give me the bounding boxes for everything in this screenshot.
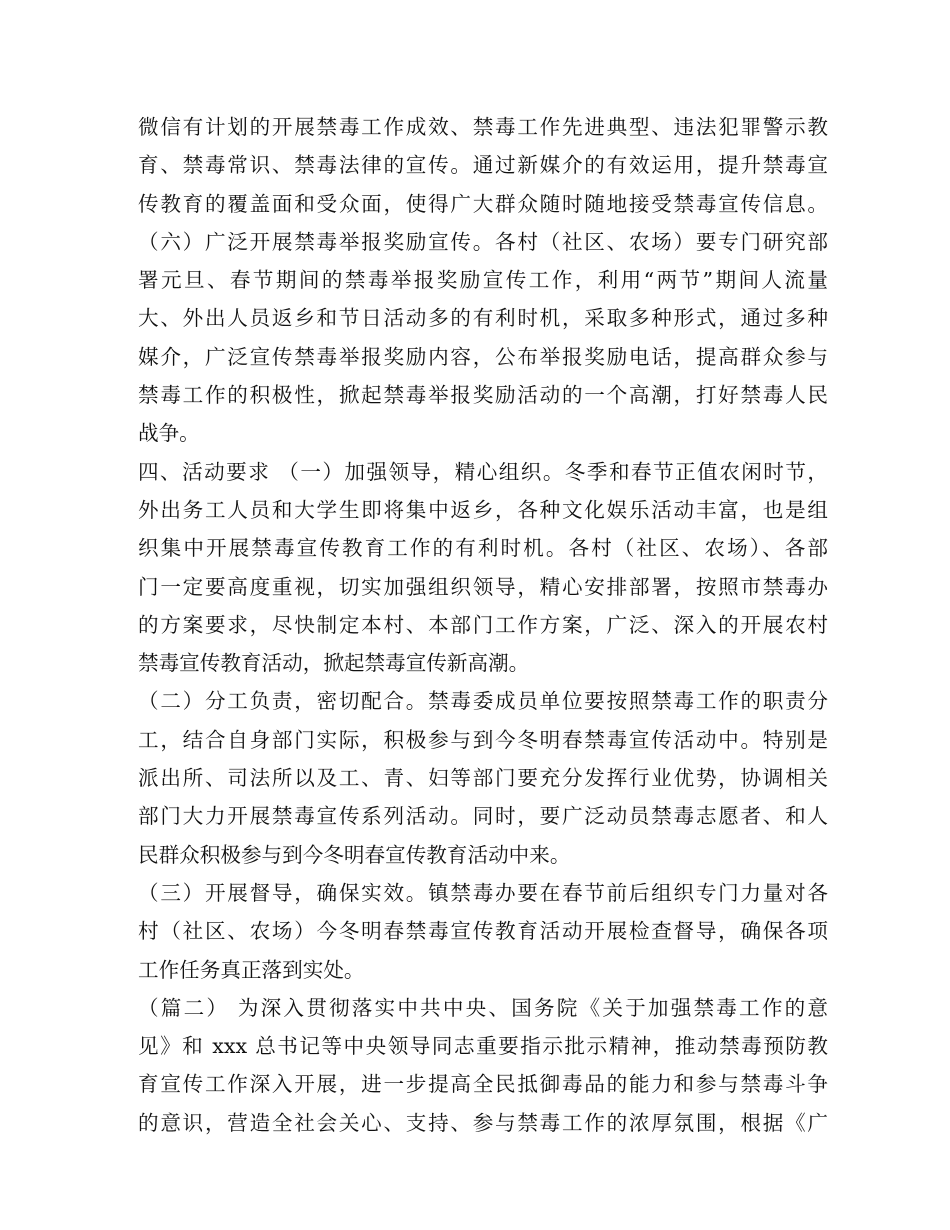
text-line: 战争。 — [138, 421, 200, 446]
text-line: 四、活动要求 （一）加强领导，精心组织。冬季和春节正值农闲时节， — [138, 459, 828, 484]
text-line: （二）分工负责，密切配合。禁毒委成员单位要按照禁毒工作的职责分 — [138, 689, 828, 714]
text-line: （三）开展督导，确保实效。镇禁毒办要在春节前后组织专门力量对各 — [138, 880, 828, 905]
text-line: 村（社区、农场）今冬明春禁毒宣传教育活动开展检查督导，确保各项 — [138, 919, 828, 944]
text-line: 派出所、司法所以及工、青、妇等部门要充分发挥行业优势，协调相关 — [138, 766, 828, 791]
document-body — [138, 108, 828, 1142]
text-line: 育、禁毒常识、禁毒法律的宣传。通过新媒介的有效运用，提升禁毒宣 — [138, 153, 828, 178]
text-line: 部门大力开展禁毒宣传系列活动。同时，要广泛动员禁毒志愿者、和人 — [138, 804, 828, 829]
text-line: 署元旦、春节期间的禁毒举报奖励宣传工作，利用“两节”期间人流量 — [138, 268, 828, 293]
text-line: 的方案要求，尽快制定本村、本部门工作方案，广泛、深入的开展农村 — [138, 612, 828, 637]
text-line: 工，结合自身部门实际，积极参与到今冬明春禁毒宣传活动中。特别是 — [138, 727, 828, 752]
text-line: 织集中开展禁毒宣传教育工作的有利时机。各村（社区、农场）、各部 — [138, 536, 828, 561]
text-line: 传教育的覆盖面和受众面，使得广大群众随时随地接受禁毒宣传信息。 — [138, 191, 828, 216]
text-line: 禁毒工作的积极性，掀起禁毒举报奖励活动的一个高潮，打好禁毒人民 — [138, 383, 828, 408]
text-line: 育宣传工作深入开展，进一步提高全民抵御毒品的能力和参与禁毒斗争 — [138, 1072, 828, 1097]
text-line: 的意识，营造全社会关心、支持、参与禁毒工作的浓厚氛围，根据《广 — [138, 1110, 828, 1135]
text-line: 禁毒宣传教育活动，掀起禁毒宣传新高潮。 — [138, 651, 530, 676]
text-line: 外出务工人员和大学生即将集中返乡，各种文化娱乐活动丰富，也是组 — [138, 497, 828, 522]
text-line: 微信有计划的开展禁毒工作成效、禁毒工作先进典型、违法犯罪警示教 — [138, 115, 828, 139]
text-line: （篇二） 为深入贯彻落实中共中央、国务院《关于加强禁毒工作的意 — [138, 995, 828, 1020]
text-line: 工作任务真正落到实处。 — [138, 957, 365, 982]
text-line: 媒介，广泛宣传禁毒举报奖励内容，公布举报奖励电话，提高群众参与 — [138, 344, 828, 369]
text-line: 门一定要高度重视，切实加强组织领导，精心安排部署，按照市禁毒办 — [138, 574, 828, 599]
text-line: 大、外出人员返乡和节日活动多的有利时机，采取多种形式，通过多种 — [138, 306, 828, 331]
text-line: 民群众积极参与到今冬明春宣传教育活动中来。 — [138, 842, 571, 867]
text-line: （六）广泛开展禁毒举报奖励宣传。各村（社区、农场）要专门研究部 — [138, 229, 828, 254]
text-line: 见》和 xxx 总书记等中央领导同志重要指示批示精神，推动禁毒预防教 — [138, 1034, 828, 1059]
